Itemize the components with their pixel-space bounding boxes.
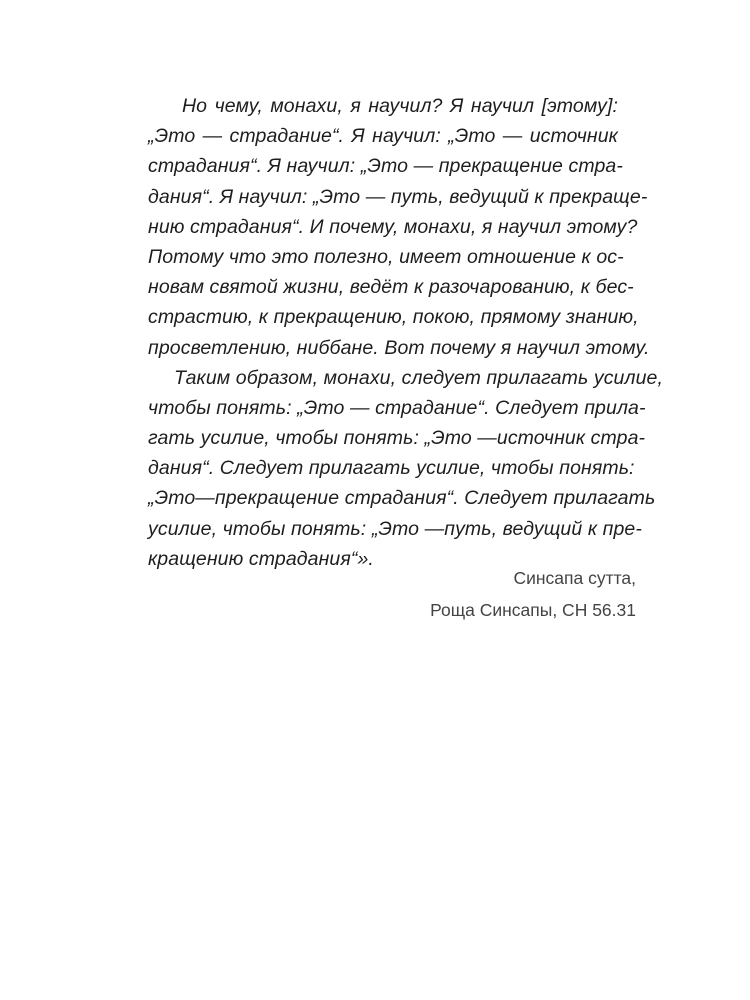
quote-line: страстию, к прекращению, покою, прямому знанию, — [148, 306, 639, 329]
quote-line: Но чему, монахи, я научил? Я научил [этому]: — [182, 95, 618, 117]
quote-line: „Это — страдание“. Я научил: „Это — источник — [148, 125, 618, 148]
quote-line: страдания“. Я научил: „Это — прекращение стра- — [148, 155, 623, 178]
quote-line: усилие, чтобы понять: „Это —путь, ведущий к пре- — [148, 517, 642, 540]
source-attribution — [430, 562, 636, 626]
quote-line: Таким образом, монахи, следует прилагать усилие, — [174, 366, 663, 389]
quote-line: дания“. Я научил: „Это — путь, ведущий к прекраще- — [148, 185, 648, 208]
quote-text — [148, 91, 663, 574]
quote-line: просветлению, ниббане. Вот почему я научил этому. — [148, 336, 650, 359]
quote-line: новам святой жизни, ведёт к разочарованию, к бес- — [148, 276, 634, 299]
quote-line: чтобы понять: „Это — страдание“. Следует прила- — [148, 396, 646, 419]
quote-line: кращению страдания“». — [148, 547, 374, 570]
quote-line: „Это—прекращение страдания“. Следует прилагать — [148, 487, 656, 510]
quote-line: нию страдания“. И почему, монахи, я научил этому? — [148, 215, 638, 238]
quote-line: дания“. Следует прилагать усилие, чтобы понять: — [148, 457, 635, 480]
quote-line: гать усилие, чтобы понять: „Это —источник стра- — [148, 427, 646, 450]
source-reference: Роща Синсапы, СН 56.31 — [430, 600, 636, 620]
quote-line: Потому что это полезно, имеет отношение к ос- — [148, 245, 624, 268]
source-title: Синсапа сутта, — [513, 568, 636, 588]
